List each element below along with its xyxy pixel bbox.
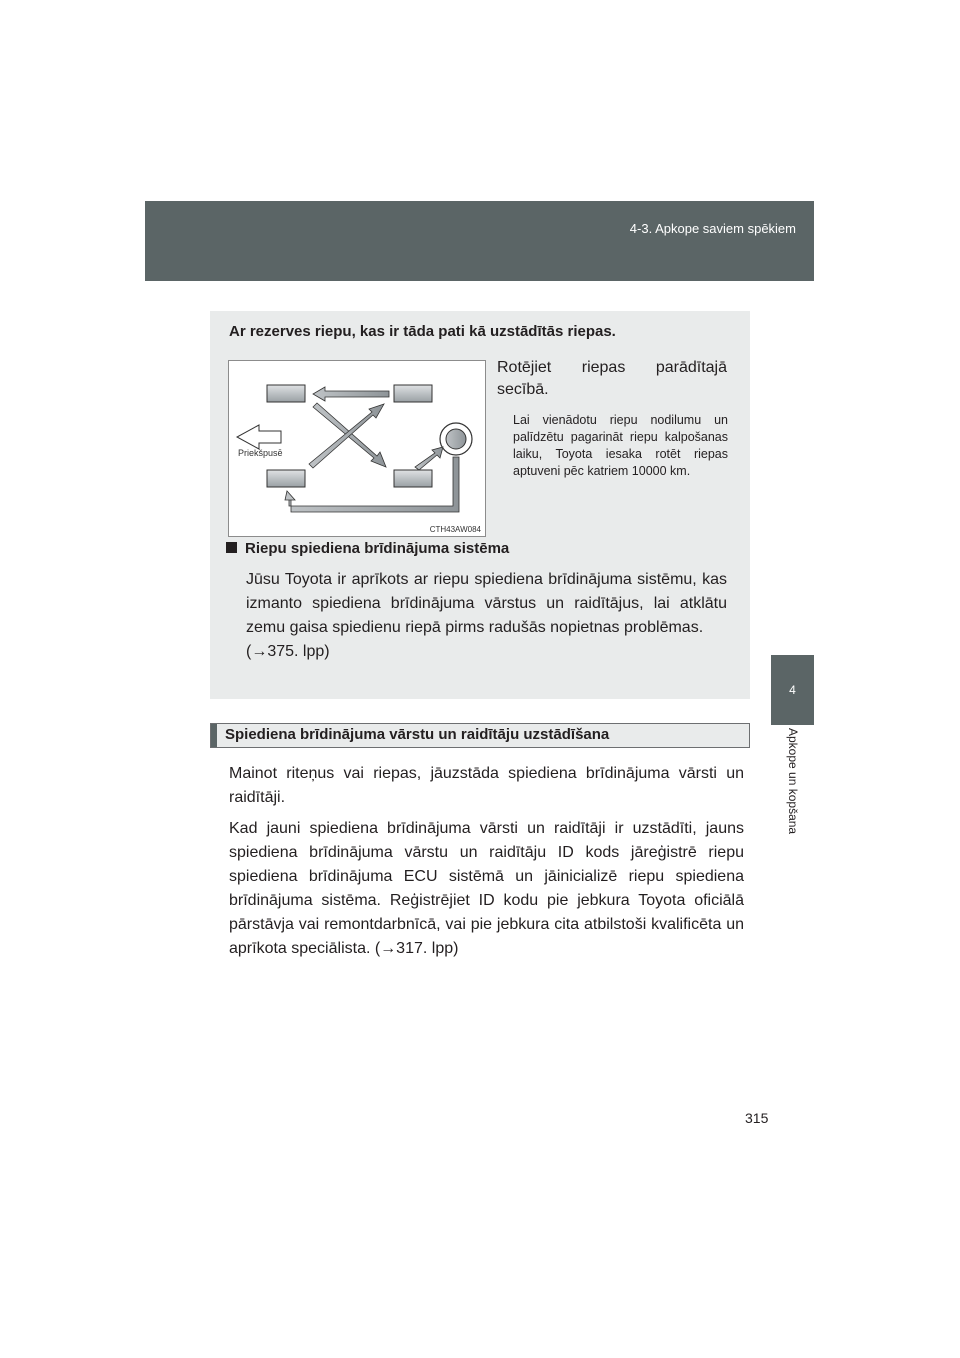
figure-note: Lai vienādotu riepu nodilumu un palīdzētu pagarināt riepu kalpošanas laiku, Toyota iesaka rotēt riepas aptuveni pēc katriem 10000 km. [513,413,728,478]
tire-rotation-figure [228,360,486,537]
box-paragraph-text: Jūsu Toyota ir aprīkots ar riepu spiediena brīdinājuma sistēmu, kas izmanto spiediena brīdinājuma vārstus un raidītājus, lai atklātu zemu gaisa spiedienu riepā pirms radušās nopietnas problēmas. [246,571,727,636]
square-bullet-icon [226,542,237,553]
arrow-rl-to-fr [309,404,384,468]
box-reference-link[interactable]: (→375. lpp) [246,643,330,660]
front-label: Priekšpusē [238,448,283,458]
section-heading-bar [210,723,750,748]
arrow-rr-to-spare [415,447,443,470]
chapter-title: Apkope un kopšana [785,728,800,835]
figure-caption: Rotējiet riepas parādītajā secībā. [497,359,727,398]
header-band [145,201,814,281]
spare-tire-inner [446,429,466,449]
box-paragraph [246,568,727,664]
info-box [210,311,750,699]
subheading-text: Riepu spiediena brīdinājuma sistēma [245,540,510,557]
chapter-side-label [771,728,814,868]
subheading [226,540,509,557]
section-heading: Spiediena brīdinājuma vārstu un raidītāju uzstādīšana [225,726,610,743]
chapter-number: 4 [789,683,796,697]
box-title: Ar rezerves riepu, kas ir tāda pati kā uzstādītās riepas. [229,323,616,340]
tire-front-left [267,385,305,402]
paragraph-2: Kad jauni spiediena brīdinājuma vārsti un raidītāji ir uzstādīti, jauns spiediena brīdinājuma vārstu un raidītāju ID kods jāreģistrē riepu spiediena brīdinājuma ECU sistēmā un jāinicializē riepu spiediena brīdinājuma sistēma. Reģistrējiet ID kodu pie jebkura Toyota oficiālā pārstāvja vai remontdarbnīcā, vai pie jebkura cita atbilstoši kvalificēta un aprīkota speciālista. (→317. lpp) [229,820,744,957]
front-direction-arrow [237,425,281,449]
figure-code: CTH43AW084 [429,525,481,534]
chapter-tab [771,655,814,725]
tire-rear-right [394,470,432,487]
tire-front-right [394,385,432,402]
tire-rear-left [267,470,305,487]
arrow-fr-to-fl [313,387,389,401]
section-label: 4-3. Apkope saviem spēkiem [629,221,796,236]
page-number: 315 [745,1110,769,1126]
section-accent [211,724,217,747]
paragraph-1: Mainot riteņus vai riepas, jāuzstāda spiediena brīdinājuma vārsti un raidītāji. [229,765,744,806]
